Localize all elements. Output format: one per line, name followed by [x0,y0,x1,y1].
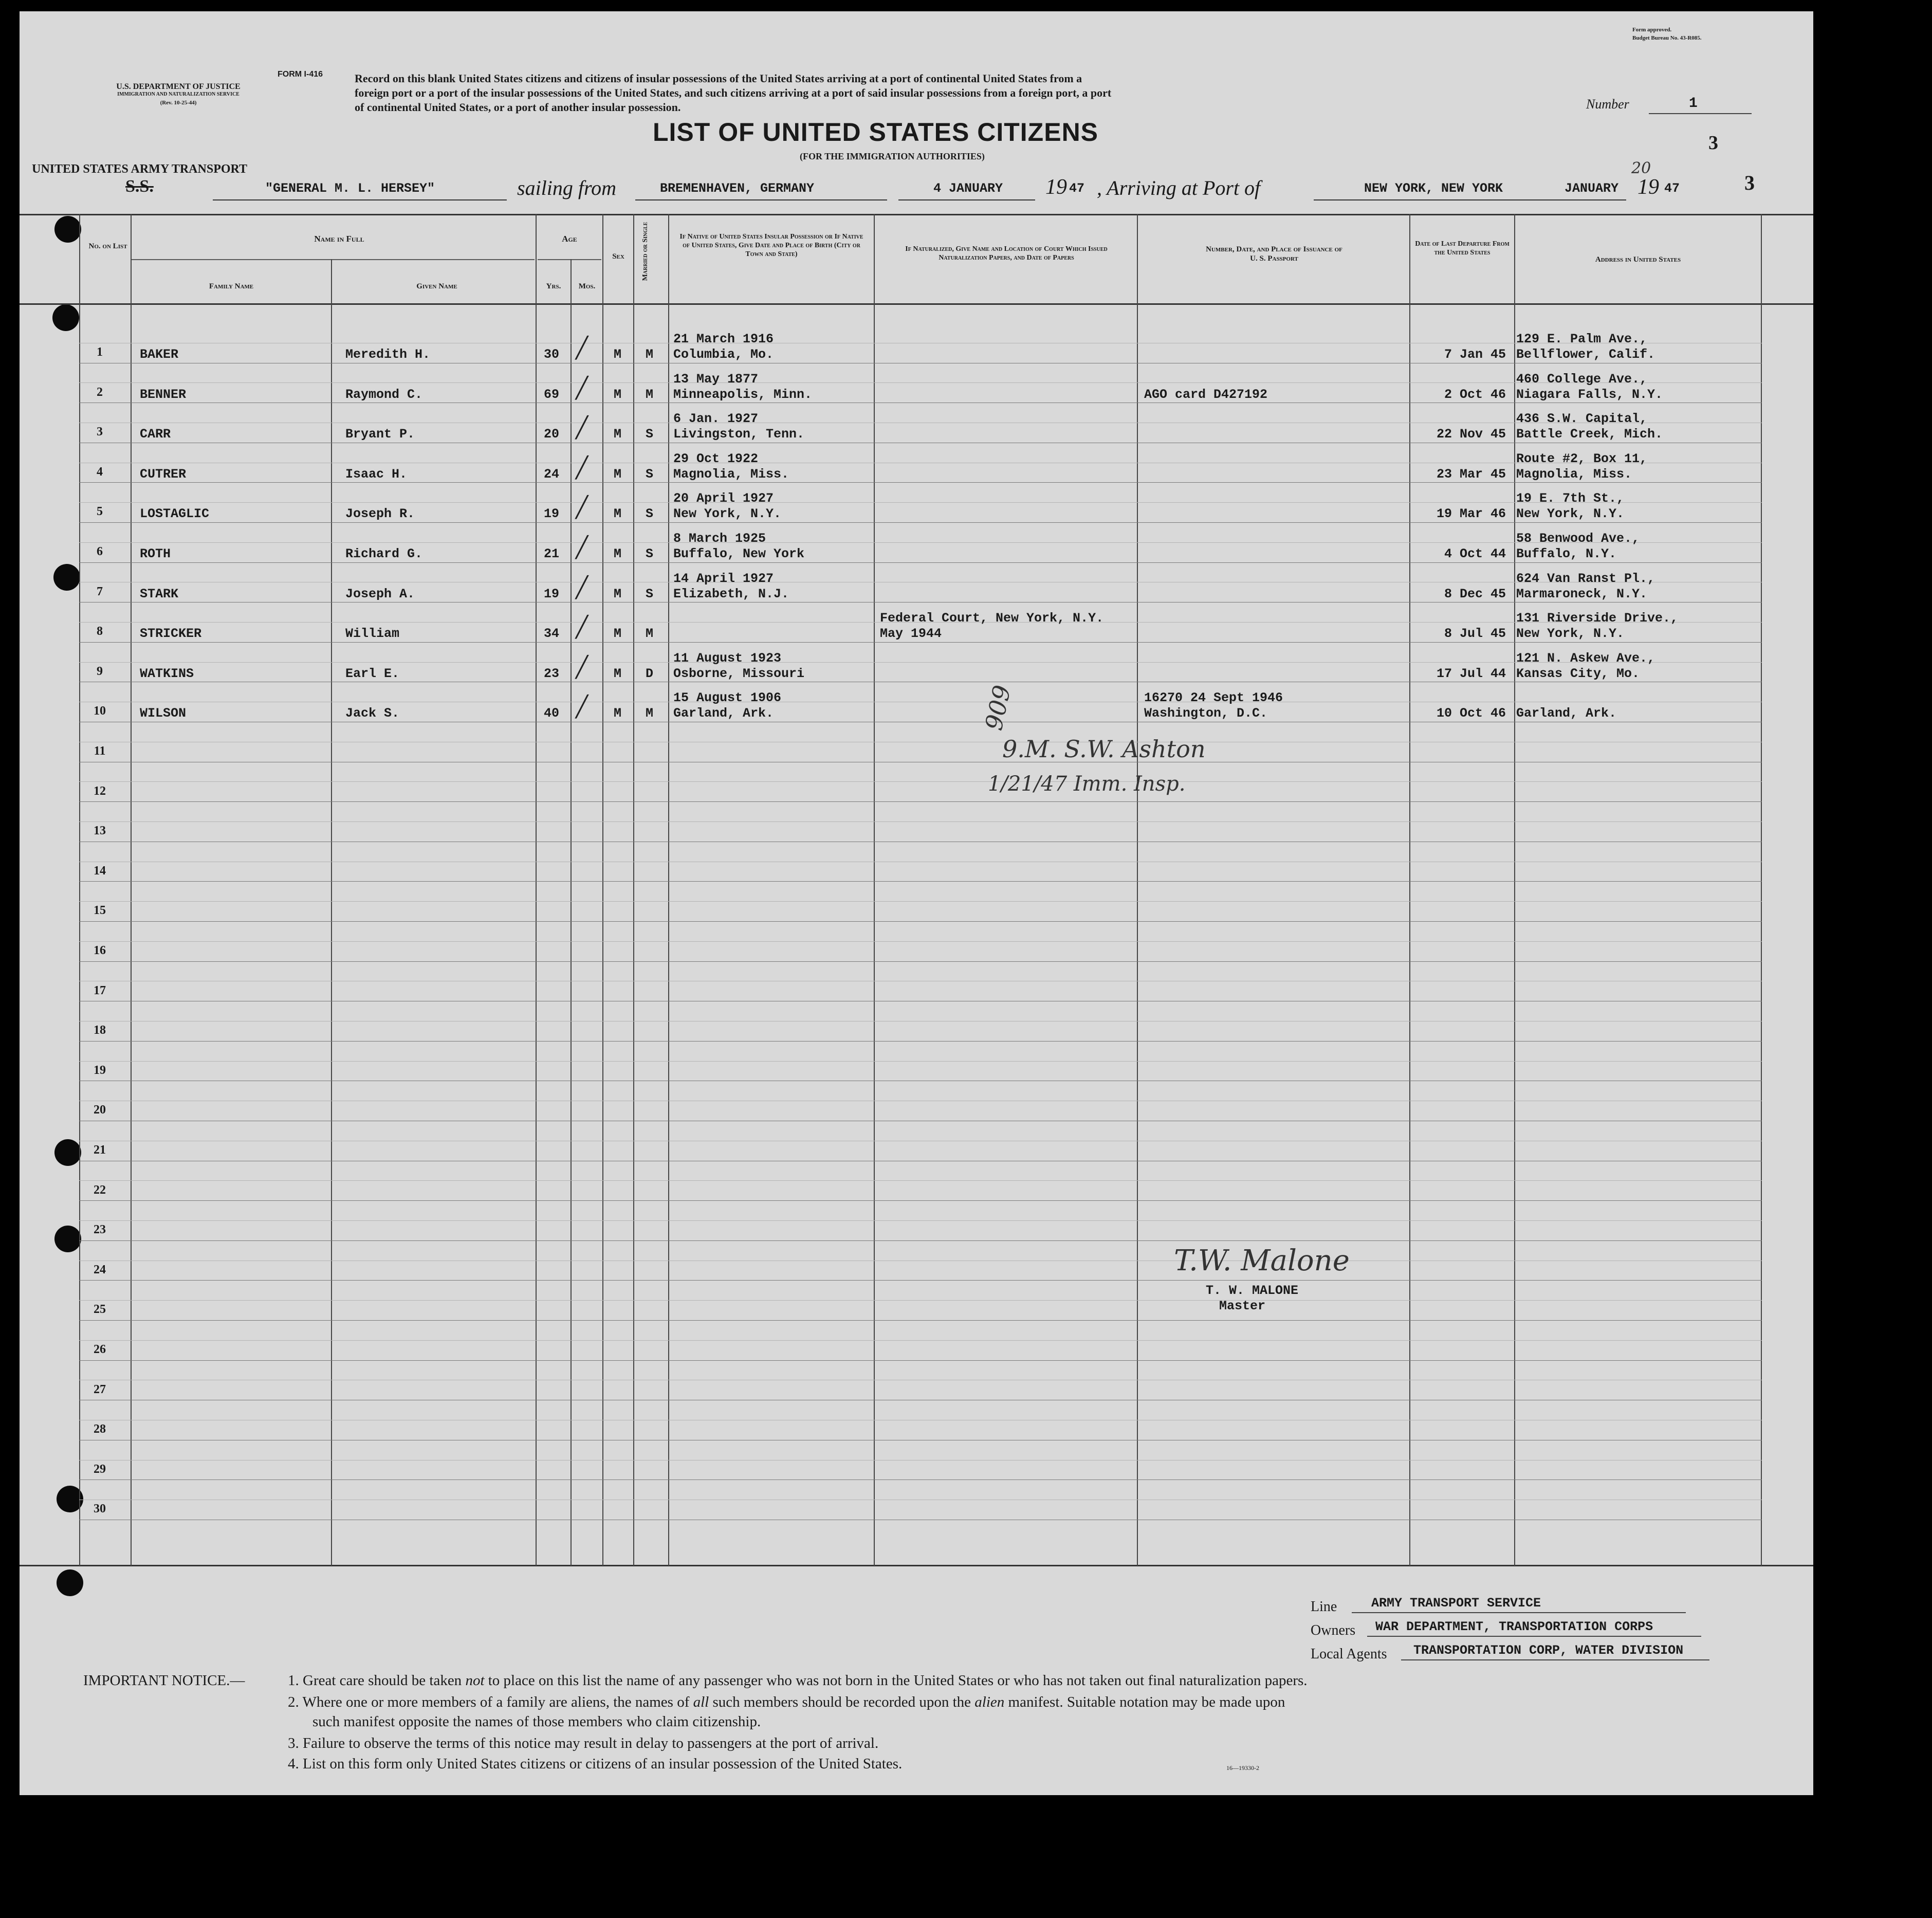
number-underline [1649,113,1752,114]
address-line2: New York, N.Y. [1516,506,1625,522]
name-header-divider [131,259,535,260]
vessel-ss: S.S. [125,177,154,196]
row-number: 19 [94,1063,106,1077]
row-number: 1 [97,345,103,359]
given-name: Raymond C. [345,387,423,402]
age-header-divider [538,259,601,260]
marital-status: D [646,666,654,681]
column-line [571,259,572,1566]
address-line1: 129 E. Palm Ave., [1516,332,1648,346]
sex: M [614,347,622,362]
line-underline [1352,1612,1686,1613]
row-subrule [79,382,1762,383]
notice-emphasis: not [465,1672,485,1689]
row-number: 30 [94,1502,106,1516]
punch-hole [54,1226,81,1252]
notice-text: manifest. Suitable notation may be made upon [1008,1694,1285,1710]
column-line [1761,214,1762,1566]
age-years: 24 [544,466,560,482]
punch-hole [52,304,79,331]
marital-status: S [646,506,654,522]
col-header-age: Age [562,234,577,244]
owners-underline [1367,1636,1701,1637]
marital-status: M [646,347,654,362]
row-subrule [79,1340,1762,1341]
arrival-day: 20 [1631,159,1651,177]
row-number: 25 [94,1303,106,1317]
table-top-border [20,214,1813,215]
months-tick-mark: ╱ [576,536,588,559]
row-number: 8 [97,625,103,638]
months-tick-mark: ╱ [576,655,588,679]
birth-date: 21 March 1916 [673,332,774,346]
row-rule [79,1200,1762,1201]
form-number: FORM I-416 [278,70,323,79]
department-line: U.S. DEPARTMENT OF JUSTICE [116,82,241,91]
last-departure: 19 Mar 46 [1436,506,1506,522]
row-number: 22 [94,1183,106,1197]
col-header-naturalized: If Naturalized, Give Name and Location of Court Which Issued Naturalization Papers, and Date of Papers [905,245,1108,262]
row-subrule [79,941,1762,942]
row-number: 16 [94,944,106,957]
line-value: ARMY TRANSPORT SERVICE [1371,1596,1541,1611]
from-underline [635,199,887,200]
notice-item-3 [288,1733,878,1753]
age-years: 19 [544,506,560,522]
row-subrule [79,1300,1762,1301]
number-value: 1 [1689,96,1698,112]
marital-status: S [646,466,654,482]
col-header-mos: Mos. [578,282,596,290]
notice-number: 4. [288,1756,299,1772]
row-number: 3 [97,425,103,439]
row-number: 24 [94,1263,106,1276]
birth-date: 13 May 1877 [673,371,759,387]
age-years: 30 [544,347,560,362]
row-number: 12 [94,784,106,798]
sex: M [614,666,622,681]
birth-place: New York, N.Y. [673,506,782,522]
col-header-passport: Number, Date, and Place of Issuance of U. S. Passport [1206,245,1342,263]
passport-number-date: 16270 24 Sept 1946 [1144,690,1283,706]
row-rule [79,1240,1762,1241]
agents-underline [1401,1659,1709,1660]
age-years: 21 [544,546,560,561]
page-subtitle: (FOR THE IMMIGRATION AUTHORITIES) [800,151,985,161]
address-line1: 131 Riverside Drive., [1516,611,1679,626]
given-name: William [345,626,400,642]
col-header-sex: Sex [612,252,624,261]
handwritten-note: 9.M. S.W. Ashton [1002,735,1206,763]
marital-status: M [646,706,654,721]
given-name: Earl E. [345,666,400,681]
birth-date: 15 August 1906 [673,690,782,706]
column-line [602,214,603,1566]
column-line [1514,214,1515,1566]
notice-number: 1. [288,1672,299,1689]
notice-text: such members should be recorded upon the [712,1694,971,1710]
col-header-departure: Date of Last Departure From the United States [1415,240,1510,257]
given-name: Richard G. [345,546,423,561]
notice-text: Great care should be taken [303,1672,462,1689]
row-subrule [79,662,1762,663]
row-rule [79,562,1762,563]
row-rule [79,1360,1762,1361]
row-rule [79,482,1762,483]
handwritten-note: 1/21/47 Imm. Insp. [988,772,1186,796]
row-number: 10 [94,704,106,718]
last-departure: 8 Jul 45 [1444,626,1506,642]
address-line1: 121 N. Askew Ave., [1516,650,1655,666]
row-subrule [79,781,1762,782]
sex: M [614,506,622,522]
sailing-year-prefix: 19 [1045,175,1067,199]
arrival-month: JANUARY [1565,181,1619,196]
row-number: 7 [97,584,103,598]
marital-status: S [646,586,654,601]
given-name: Meredith H. [345,347,431,362]
row-subrule [79,1180,1762,1181]
row-rule [79,1280,1762,1281]
birth-place: Buffalo, New York [673,546,805,561]
sex: M [614,387,622,402]
col-header-marital: Married or Single [641,222,649,281]
birth-date: 11 August 1923 [673,650,782,666]
vessel-name: "GENERAL M. L. HERSEY" [265,181,435,196]
birth-date: 29 Oct 1922 [673,451,759,466]
marital-status: S [646,546,654,561]
row-rule [79,921,1762,922]
address-line2: Marmaroneck, N.Y. [1516,586,1648,601]
notice-item-1 [288,1671,1308,1690]
last-departure: 22 Nov 45 [1436,427,1506,442]
notice-item-2 [288,1692,1285,1712]
birth-place: Magnolia, Miss. [673,466,789,482]
col-header-name: Name in Full [314,234,364,244]
owners-value: WAR DEPARTMENT, TRANSPORTATION CORPS [1375,1619,1653,1634]
corner-mark: 3 [1744,171,1755,194]
column-line [1137,214,1138,1566]
address-line2: Magnolia, Miss. [1516,466,1632,482]
header-bottom-border [20,303,1813,305]
birth-place: Minneapolis, Minn. [673,387,813,402]
row-subrule [79,1220,1762,1221]
row-number: 20 [94,1103,106,1117]
col-header-no: No. on List [88,242,127,250]
punch-hole [54,216,81,243]
agents-value: TRANSPORTATION CORP, WATER DIVISION [1413,1643,1684,1658]
row-number: 26 [94,1343,106,1356]
row-rule [79,642,1762,643]
months-tick-mark: ╱ [576,455,588,480]
row-number: 4 [97,465,103,479]
age-years: 34 [544,626,560,642]
last-departure: 10 Oct 46 [1436,706,1506,721]
notice-number: 3. [288,1735,299,1751]
row-rule [79,961,1762,962]
column-line [536,214,537,1566]
arriving-label: , Arriving at Port of [1097,176,1261,199]
budget-approval: Form approved. [1632,27,1672,33]
row-number: 15 [94,904,106,918]
sex: M [614,546,622,561]
row-number: 14 [94,864,106,878]
column-line [1409,214,1410,1566]
col-header-address: Address in United States [1595,255,1681,264]
arrival-year-prefix: 19 [1637,175,1659,199]
owners-label: Owners [1311,1622,1356,1638]
address-line2: Niagara Falls, N.Y. [1516,387,1663,402]
naturalization-date: May 1944 [880,626,942,642]
last-departure: 2 Oct 46 [1444,387,1506,402]
row-number: 17 [94,983,106,997]
col-header-given: Given Name [416,282,457,290]
row-rule [79,1479,1762,1480]
last-departure: 17 Jul 44 [1436,666,1506,681]
birth-place: Garland, Ark. [673,706,774,721]
table-bottom-border [20,1565,1813,1566]
family-name: WILSON [140,706,187,721]
family-name: CARR [140,427,171,442]
months-tick-mark: ╱ [576,615,588,640]
family-name: BENNER [140,387,187,402]
age-years: 69 [544,387,560,402]
address-line2: Kansas City, Mo. [1516,666,1640,681]
sailing-from-label: sailing from [517,176,616,199]
marital-status: M [646,387,654,402]
given-name: Bryant P. [345,427,415,442]
age-years: 19 [544,586,560,601]
row-number: 9 [97,664,103,678]
budget-approval: Budget Bureau No. 43-R085. [1632,35,1702,41]
address-line2: New York, N.Y. [1516,626,1625,642]
column-line [874,214,875,1566]
months-tick-mark: ╱ [576,416,588,440]
address-line1: 624 Van Ranst Pl., [1516,571,1655,586]
sex: M [614,586,622,601]
row-subrule [79,1061,1762,1062]
notice-text: to place on this list the name of any passenger who was not born in the United States or who has not taken out final naturalization papers. [488,1672,1308,1689]
birth-place: Columbia, Mo. [673,347,774,362]
last-departure: 8 Dec 45 [1444,586,1506,601]
notice-item-4 [288,1754,902,1774]
family-name: ROTH [140,546,171,561]
address-line1: Route #2, Box 11, [1516,451,1648,466]
family-name: STRICKER [140,626,202,642]
birth-place: Osborne, Missouri [673,666,805,681]
sex: M [614,626,622,642]
last-departure: 7 Jan 45 [1444,347,1506,362]
marital-status: S [646,427,654,442]
manifest-sheet [20,11,1813,1795]
notice-number: 2. [288,1694,299,1710]
birth-date: 6 Jan. 1927 [673,411,759,427]
column-line [633,214,634,1566]
col-header-native: If Native of United States Insular Possession or If Native of United States, Give Date and Place of Birth (City or Town and State) [679,233,863,258]
passport-detail: AGO card D427192 [1144,387,1268,402]
notice-text: Where one or more members of a family are aliens, the names of [302,1694,690,1710]
sailing-from: BREMENHAVEN, GERMANY [660,181,815,196]
column-line [79,214,80,1566]
birth-date: 14 April 1927 [673,571,774,586]
family-name: LOSTAGLIC [140,506,210,522]
column-line [331,259,332,1566]
row-number: 23 [94,1223,106,1237]
address-line1: 58 Benwood Ave., [1516,531,1640,546]
given-name: Jack S. [345,706,400,721]
address-line1: 436 S.W. Capital, [1516,411,1648,427]
page-mark: 3 [1708,132,1718,154]
address-line1: 460 College Ave., [1516,371,1648,387]
row-number: 11 [94,744,106,758]
agents-label: Local Agents [1311,1646,1387,1662]
master-title: Master [1219,1299,1266,1313]
arriving-port: NEW YORK, NEW YORK [1364,181,1503,196]
number-label: Number [1586,97,1629,112]
notice-heading: IMPORTANT NOTICE.— [83,1672,245,1689]
department-line: (Rev. 10-25-44) [160,100,197,106]
last-departure: 23 Mar 45 [1436,466,1506,482]
months-tick-mark: ╱ [576,575,588,599]
instructions: foreign port or a port of the insular possessions of the United States, and such citizens arriving at a port of said insular possessions from a foreign port, a port [355,86,1112,99]
row-number: 27 [94,1382,106,1396]
sex: M [614,427,622,442]
age-years: 20 [544,427,560,442]
months-tick-mark: ╱ [576,336,588,360]
given-name: Joseph A. [345,586,415,601]
family-name: CUTRER [140,466,187,482]
column-line [668,214,669,1566]
punch-hole [54,1139,81,1166]
family-name: BAKER [140,347,179,362]
given-name: Joseph R. [345,506,415,522]
row-number: 18 [94,1024,106,1037]
notice-emphasis: all [693,1694,709,1710]
address-line2: Buffalo, N.Y. [1516,546,1617,561]
birth-place: Elizabeth, N.J. [673,586,789,601]
family-name: STARK [140,586,179,601]
row-subrule [79,502,1762,503]
date-underline [898,199,1035,200]
punch-hole [57,1569,83,1596]
row-number: 6 [97,545,103,558]
instructions: of continental United States, or a port of another insular possession. [355,101,681,114]
column-line [131,214,132,1566]
row-number: 13 [94,824,106,838]
birth-date: 8 March 1925 [673,531,766,546]
row-number: 29 [94,1462,106,1476]
sex: M [614,706,622,721]
sailing-year: 47 [1069,181,1085,196]
col-header-yrs: Yrs. [546,282,561,290]
age-years: 40 [544,706,560,721]
address-line1: 19 E. 7th St., [1516,491,1625,506]
family-name: WATKINS [140,666,194,681]
passport-detail: Washington, D.C. [1144,706,1268,721]
row-rule [79,522,1762,523]
months-tick-mark: ╱ [576,376,588,400]
birth-date: 20 April 1927 [673,491,774,506]
given-name: Isaac H. [345,466,408,482]
row-number: 28 [94,1422,106,1436]
punch-hole [53,564,80,591]
last-departure: 4 Oct 44 [1444,546,1506,561]
row-rule [79,1041,1762,1042]
birth-place: Livingston, Tenn. [673,427,805,442]
address-line2: Battle Creek, Mich. [1516,427,1663,442]
row-number: 5 [97,505,103,519]
row-subrule [79,821,1762,822]
col-header-family: Family Name [209,282,254,290]
department-line: IMMIGRATION AND NATURALIZATION SERVICE [117,92,240,97]
address-line2: Bellflower, Calif. [1516,347,1655,362]
page-title: LIST OF UNITED STATES CITIZENS [653,118,1099,147]
vessel-underline [213,199,507,200]
line-label: Line [1311,1599,1337,1615]
arrival-year: 47 [1664,181,1680,196]
row-rule [79,881,1762,882]
notice-emphasis: alien [974,1694,1005,1710]
port-underline [1314,199,1626,200]
master-signature: T.W. Malone [1174,1244,1350,1277]
months-tick-mark: ╱ [576,496,588,520]
sailing-date: 4 JANUARY [933,181,1003,196]
notice-item-2-cont: such manifest opposite the names of those members who claim citizenship. [312,1713,761,1730]
row-rule [79,801,1762,802]
notice-text: Failure to observe the terms of this notice may result in delay to passengers at the port of arrival. [303,1735,879,1751]
master-name: T. W. MALONE [1206,1283,1299,1298]
vessel-prefix: UNITED STATES ARMY TRANSPORT [32,162,248,176]
sex: M [614,466,622,482]
row-number: 21 [94,1143,106,1157]
notice-text: List on this form only United States citizens or citizens of an insular possession of the United States. [303,1756,903,1772]
print-code: 16—19330-2 [1226,1764,1259,1771]
marital-status: M [646,626,654,642]
age-years: 23 [544,666,560,681]
row-subrule [79,542,1762,543]
handwritten-note: 909 [980,683,1017,733]
months-tick-mark: ╱ [576,695,588,719]
row-subrule [79,901,1762,902]
row-number: 2 [97,385,103,399]
naturalization-court: Federal Court, New York, N.Y. [880,611,1104,626]
row-rule [79,1320,1762,1321]
instructions: Record on this blank United States citizens and citizens of insular possessions of the United States arriving at a port of continental United States from a [355,72,1082,85]
address-line2: Garland, Ark. [1516,706,1617,721]
